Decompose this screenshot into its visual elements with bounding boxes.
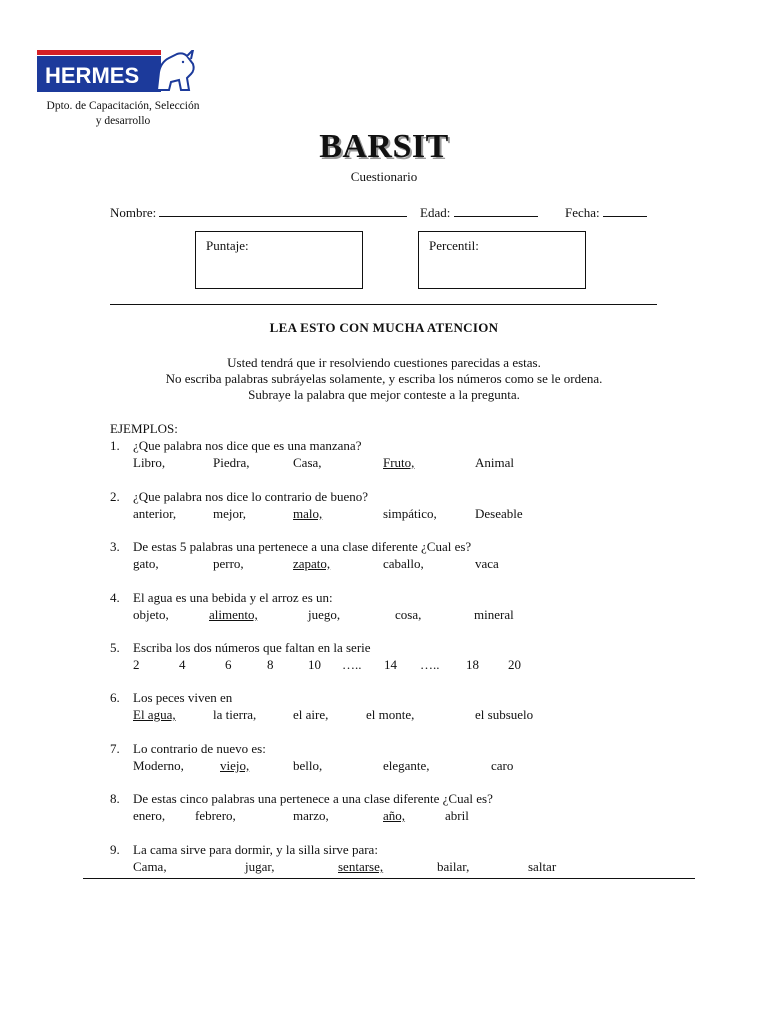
question-number: 9.	[110, 842, 120, 857]
answer-option[interactable]: Deseable	[475, 506, 523, 521]
series-number: 18	[466, 657, 479, 672]
answer-option[interactable]: cosa,	[395, 607, 422, 622]
series-blank[interactable]: …..	[342, 657, 362, 672]
percentile-label: Percentil:	[429, 238, 479, 253]
series-number: 6	[225, 657, 232, 672]
answer-option-underlined[interactable]: El agua,	[133, 707, 176, 722]
instructions-text	[0, 355, 768, 403]
question-9	[110, 842, 690, 876]
question-text: Los peces viven en	[133, 690, 233, 705]
answer-option[interactable]: Cama,	[133, 859, 167, 874]
instructions-line-3: Subraye la palabra que mejor conteste a la pregunta.	[248, 387, 520, 402]
question-text: Lo contrario de nuevo es:	[133, 741, 266, 756]
series-blank[interactable]: …..	[420, 657, 440, 672]
answer-option[interactable]: mineral	[474, 607, 514, 622]
logo-red-stripe	[37, 50, 161, 55]
answer-option[interactable]: anterior,	[133, 506, 177, 521]
answer-option[interactable]: Animal	[475, 455, 514, 470]
question-text: La cama sirve para dormir, y la silla sirve para:	[133, 842, 378, 857]
date-field	[565, 204, 647, 221]
answer-option[interactable]: el monte,	[366, 707, 415, 722]
question-5	[110, 640, 690, 674]
instructions-line-1: Usted tendrá que ir resolviendo cuestiones parecidas a estas.	[227, 355, 541, 370]
question-number: 4.	[110, 590, 120, 605]
question-8	[110, 791, 690, 825]
answer-option[interactable]: objeto,	[133, 607, 169, 622]
answer-option[interactable]: jugar,	[245, 859, 275, 874]
answer-option[interactable]: elegante,	[383, 758, 430, 773]
age-label: Edad:	[420, 205, 451, 220]
department-line-1: Dpto. de Capacitación, Selección	[46, 100, 200, 112]
answer-option[interactable]: enero,	[133, 808, 166, 823]
answer-option[interactable]: gato,	[133, 556, 159, 571]
question-7	[110, 741, 690, 775]
series-number: 8	[267, 657, 274, 672]
hermes-logo	[37, 50, 197, 96]
answer-option[interactable]: febrero,	[195, 808, 236, 823]
question-number: 8.	[110, 791, 120, 806]
question-text: ¿Que palabra nos dice lo contrario de bueno?	[133, 489, 368, 504]
date-blank[interactable]	[603, 204, 647, 217]
question-number: 3.	[110, 539, 120, 554]
percentile-box[interactable]	[418, 231, 586, 289]
answer-option[interactable]: simpático,	[383, 506, 437, 521]
question-number: 7.	[110, 741, 120, 756]
name-blank[interactable]	[159, 204, 407, 217]
answer-option[interactable]: Moderno,	[133, 758, 184, 773]
page-title: BARSIT	[319, 128, 449, 165]
score-box[interactable]	[195, 231, 363, 289]
instructions-heading: LEA ESTO CON MUCHA ATENCION	[269, 320, 499, 335]
name-label: Nombre:	[110, 205, 157, 220]
question-number: 5.	[110, 640, 120, 655]
series-number: 10	[308, 657, 321, 672]
answer-option[interactable]: saltar	[528, 859, 557, 874]
instructions-line-2: No escriba palabras subráyelas solamente, y escriba los números como se le ordena.	[165, 371, 603, 386]
answer-option[interactable]: el aire,	[293, 707, 329, 722]
series-number: 2	[133, 657, 140, 672]
answer-option[interactable]: Casa,	[293, 455, 322, 470]
answer-option[interactable]: la tierra,	[213, 707, 257, 722]
answer-option[interactable]: mejor,	[213, 506, 247, 521]
question-4	[110, 590, 690, 624]
date-label: Fecha:	[565, 205, 600, 220]
answer-option[interactable]: Piedra,	[213, 455, 250, 470]
answer-option-underlined[interactable]: sentarse,	[338, 859, 384, 874]
question-text: De estas 5 palabras una pertenece a una clase diferente ¿Cual es?	[133, 539, 472, 554]
name-field	[110, 204, 407, 221]
answer-option[interactable]: el subsuelo	[475, 707, 534, 722]
answer-option-underlined[interactable]: año,	[383, 808, 406, 823]
age-blank[interactable]	[454, 204, 538, 217]
department-line-2: y desarrollo	[95, 115, 151, 127]
answer-option[interactable]: caro	[491, 758, 514, 773]
question-text: ¿Que palabra nos dice que es una manzana?	[133, 438, 362, 453]
age-field	[420, 204, 538, 221]
question-text: De estas cinco palabras una pertenece a una clase diferente ¿Cual es?	[133, 791, 493, 806]
answer-option[interactable]: perro,	[213, 556, 244, 571]
answer-option[interactable]: caballo,	[383, 556, 424, 571]
question-3	[110, 539, 690, 573]
bottom-divider	[83, 878, 695, 879]
question-1	[110, 438, 690, 472]
question-text: Escriba los dos números que faltan en la serie	[133, 640, 371, 655]
page-subtitle: Cuestionario	[350, 169, 418, 184]
answer-option-underlined[interactable]: malo,	[293, 506, 323, 521]
series-number: 14	[384, 657, 397, 672]
series-number: 20	[508, 657, 521, 672]
rhino-icon	[157, 50, 194, 90]
answer-option[interactable]: Libro,	[133, 455, 166, 470]
department-caption	[30, 99, 216, 129]
examples-label: EJEMPLOS:	[110, 421, 178, 436]
section-divider	[110, 304, 657, 305]
answer-option-underlined[interactable]: zapato,	[293, 556, 331, 571]
question-number: 2.	[110, 489, 120, 504]
answer-option[interactable]: abril	[445, 808, 469, 823]
logo-brand-text: HERMES	[45, 63, 140, 88]
answer-option[interactable]: bello,	[293, 758, 323, 773]
question-6	[110, 690, 690, 724]
answer-option-underlined[interactable]: Fruto,	[383, 455, 415, 470]
score-label: Puntaje:	[206, 238, 249, 253]
question-number: 6.	[110, 690, 120, 705]
answer-option-underlined[interactable]: viejo,	[220, 758, 250, 773]
question-text: El agua es una bebida y el arroz es un:	[133, 590, 333, 605]
answer-option[interactable]: marzo,	[293, 808, 329, 823]
answer-option[interactable]: bailar,	[437, 859, 470, 874]
answer-option[interactable]: juego,	[308, 607, 341, 622]
series-number: 4	[179, 657, 186, 672]
answer-option[interactable]: vaca	[475, 556, 499, 571]
question-2	[110, 489, 690, 523]
answer-option-underlined[interactable]: alimento,	[209, 607, 258, 622]
question-number: 1.	[110, 438, 120, 453]
